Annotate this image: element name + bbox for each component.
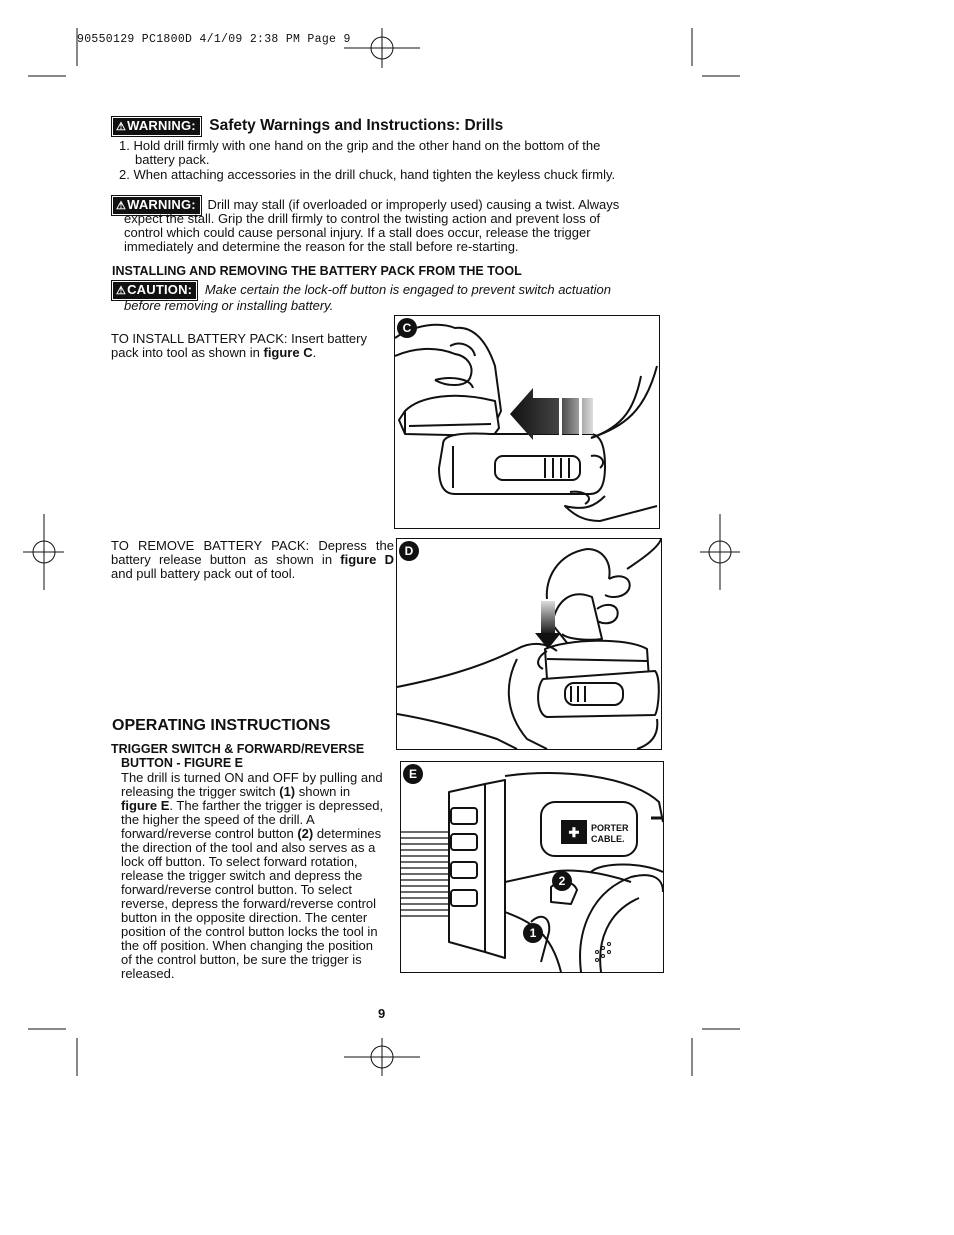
stall-warning-line1: ⚠WARNING: Drill may stall (if overloaded or improperly used) causing a twist. Always — [113, 197, 619, 214]
remove-text-line1: TO REMOVE BATTERY PACK: Depress the — [111, 538, 394, 553]
figure-e-badge: E — [403, 764, 423, 784]
figure-c — [394, 315, 660, 529]
operating-line-b: releasing the trigger switch (1) shown in — [121, 784, 351, 799]
caution-line2: before removing or installing battery. — [124, 298, 334, 313]
warning-triangle-icon: ⚠ — [116, 200, 127, 212]
operating-line-h: release the trigger switch and depress the — [121, 868, 363, 883]
operating-line-k: button in the opposite direction. The center — [121, 910, 368, 925]
operating-line-l: position of the control button locks the tool in — [121, 924, 378, 939]
operating-line-g: lock off button. To select forward rotation, — [121, 854, 358, 869]
safety-heading-row — [113, 117, 503, 135]
remove-text-line2: battery release button as shown in figure D — [111, 552, 394, 567]
operating-line-c: figure E. The farther the trigger is depressed, — [121, 798, 384, 813]
figure-d-illustration — [397, 539, 661, 749]
operating-line-j: reverse, depress the forward/reverse control — [121, 896, 377, 911]
warning-triangle-icon: ⚠ — [116, 121, 127, 133]
figure-e — [400, 761, 664, 973]
operating-line-a: The drill is turned ON and OFF by pulling and — [121, 770, 383, 785]
operating-line-n: of the control button, be sure the trigger is — [121, 952, 362, 967]
svg-text:✚: ✚ — [568, 825, 580, 840]
brand-line2: CABLE. — [591, 834, 625, 844]
callout-2-badge: 2 — [552, 871, 572, 891]
warning-label: ⚠WARNING: — [113, 118, 200, 135]
brand-line1: PORTER — [591, 823, 629, 833]
operating-line-o: released. — [121, 966, 175, 981]
trigger-subheading-1: TRIGGER SWITCH & FORWARD/REVERSE — [111, 742, 365, 756]
warning-label: ⚠WARNING: — [113, 197, 200, 214]
figure-d — [396, 538, 662, 750]
battery-heading: INSTALLING AND REMOVING THE BATTERY PACK FROM THE TOOL — [112, 264, 522, 278]
figure-d-badge: D — [399, 541, 419, 561]
page-number: 9 — [378, 1006, 386, 1021]
operating-line-d: the higher the speed of the drill. A — [121, 812, 315, 827]
trigger-subheading-2: BUTTON - FIGURE E — [121, 756, 243, 770]
caution-line1: ⚠CAUTION: Make certain the lock-off button is engaged to prevent switch actuation — [113, 282, 611, 299]
remove-text-line3: and pull battery pack out of tool. — [111, 566, 296, 581]
safety-item-1-cont: battery pack. — [135, 152, 210, 167]
stall-warning-line2: expect the stall. Grip the drill firmly to control the twisting action and prevent loss of — [124, 211, 601, 226]
safety-item-2: 2. When attaching accessories in the drill chuck, hand tighten the keyless chuck firmly. — [119, 167, 616, 182]
stall-warning-line3: control which could cause personal injury. If a stall does occur, release the trigger — [124, 225, 591, 240]
operating-line-m: the off position. When changing the position — [121, 938, 373, 953]
operating-line-f: the direction of the tool and also serves as a — [121, 840, 376, 855]
operating-heading: OPERATING INSTRUCTIONS — [112, 717, 331, 734]
caution-label: ⚠CAUTION: — [113, 282, 196, 299]
safety-item-1: 1. Hold drill firmly with one hand on the grip and the other hand on the bottom of the — [119, 138, 601, 153]
install-text-line1: TO INSTALL BATTERY PACK: Insert battery — [111, 331, 367, 346]
figure-c-illustration — [395, 316, 659, 528]
figure-c-badge: C — [397, 318, 417, 338]
safety-heading: Safety Warnings and Instructions: Drills — [209, 117, 504, 134]
caution-triangle-icon: ⚠ — [116, 285, 127, 297]
operating-line-i: forward/reverse control button. To select — [121, 882, 352, 897]
operating-line-e: forward/reverse control button (2) determines — [121, 826, 382, 841]
callout-1-badge: 1 — [523, 923, 543, 943]
install-text-line2: pack into tool as shown in figure C. — [111, 345, 317, 360]
print-slug: 90550129 PC1800D 4/1/09 2:38 PM Page 9 — [77, 33, 351, 46]
stall-warning-line4: immediately and determine the reason for the stall before re-starting. — [124, 239, 519, 254]
